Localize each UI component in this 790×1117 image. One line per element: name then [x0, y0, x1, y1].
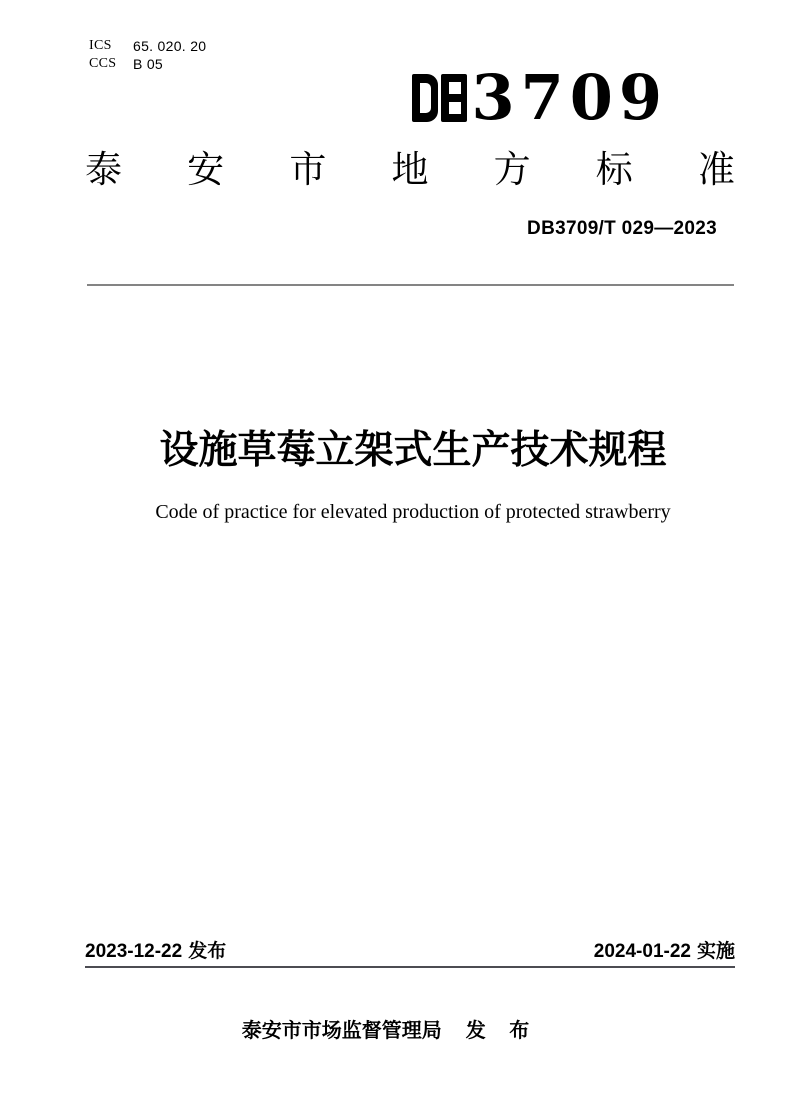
- implement-label: 实施: [696, 941, 735, 962]
- issue-date-group: [85, 941, 226, 963]
- type-char: 标: [595, 149, 633, 190]
- standard-number: DB3709/T 029—2023: [527, 218, 717, 239]
- type-char: 安: [187, 149, 225, 190]
- issue-date: 2023-12-22: [85, 941, 183, 962]
- type-char: 方: [493, 149, 531, 190]
- implement-date-group: [594, 941, 735, 963]
- ics-label: ICS: [89, 38, 112, 53]
- implement-date: 2024-01-22: [593, 941, 691, 962]
- db3709-logo: [412, 61, 668, 134]
- logo-letter-b-shape: [441, 74, 467, 122]
- logo-letter-d-shape: [412, 74, 438, 122]
- type-char: 地: [391, 149, 429, 190]
- ics-line: [89, 37, 206, 55]
- issue-label: 发布: [188, 941, 227, 962]
- classification-codes: [89, 37, 206, 73]
- type-char: 市: [289, 149, 327, 190]
- publisher-name: 泰安市市场监督管理局: [241, 1020, 442, 1042]
- document-title-en: Code of practice for elevated production of protected strawberry: [155, 501, 671, 523]
- publisher-row: [65, 1018, 715, 1044]
- header-rule: [87, 284, 734, 286]
- document-title-cn: 设施草莓立架式生产技术规程: [159, 429, 667, 472]
- ics-value: 65. 020. 20: [133, 38, 207, 54]
- dates-row: [85, 941, 735, 963]
- type-char: 泰: [85, 149, 122, 190]
- ccs-label: CCS: [89, 56, 117, 71]
- ccs-value: B 05: [133, 56, 163, 72]
- type-char: 准: [697, 149, 735, 190]
- standard-type-title: [85, 151, 735, 189]
- footer-rule: [85, 966, 735, 968]
- ccs-line: [89, 55, 206, 73]
- publish-action-label: 发 布: [465, 1020, 539, 1042]
- logo-number: 3709: [471, 61, 668, 134]
